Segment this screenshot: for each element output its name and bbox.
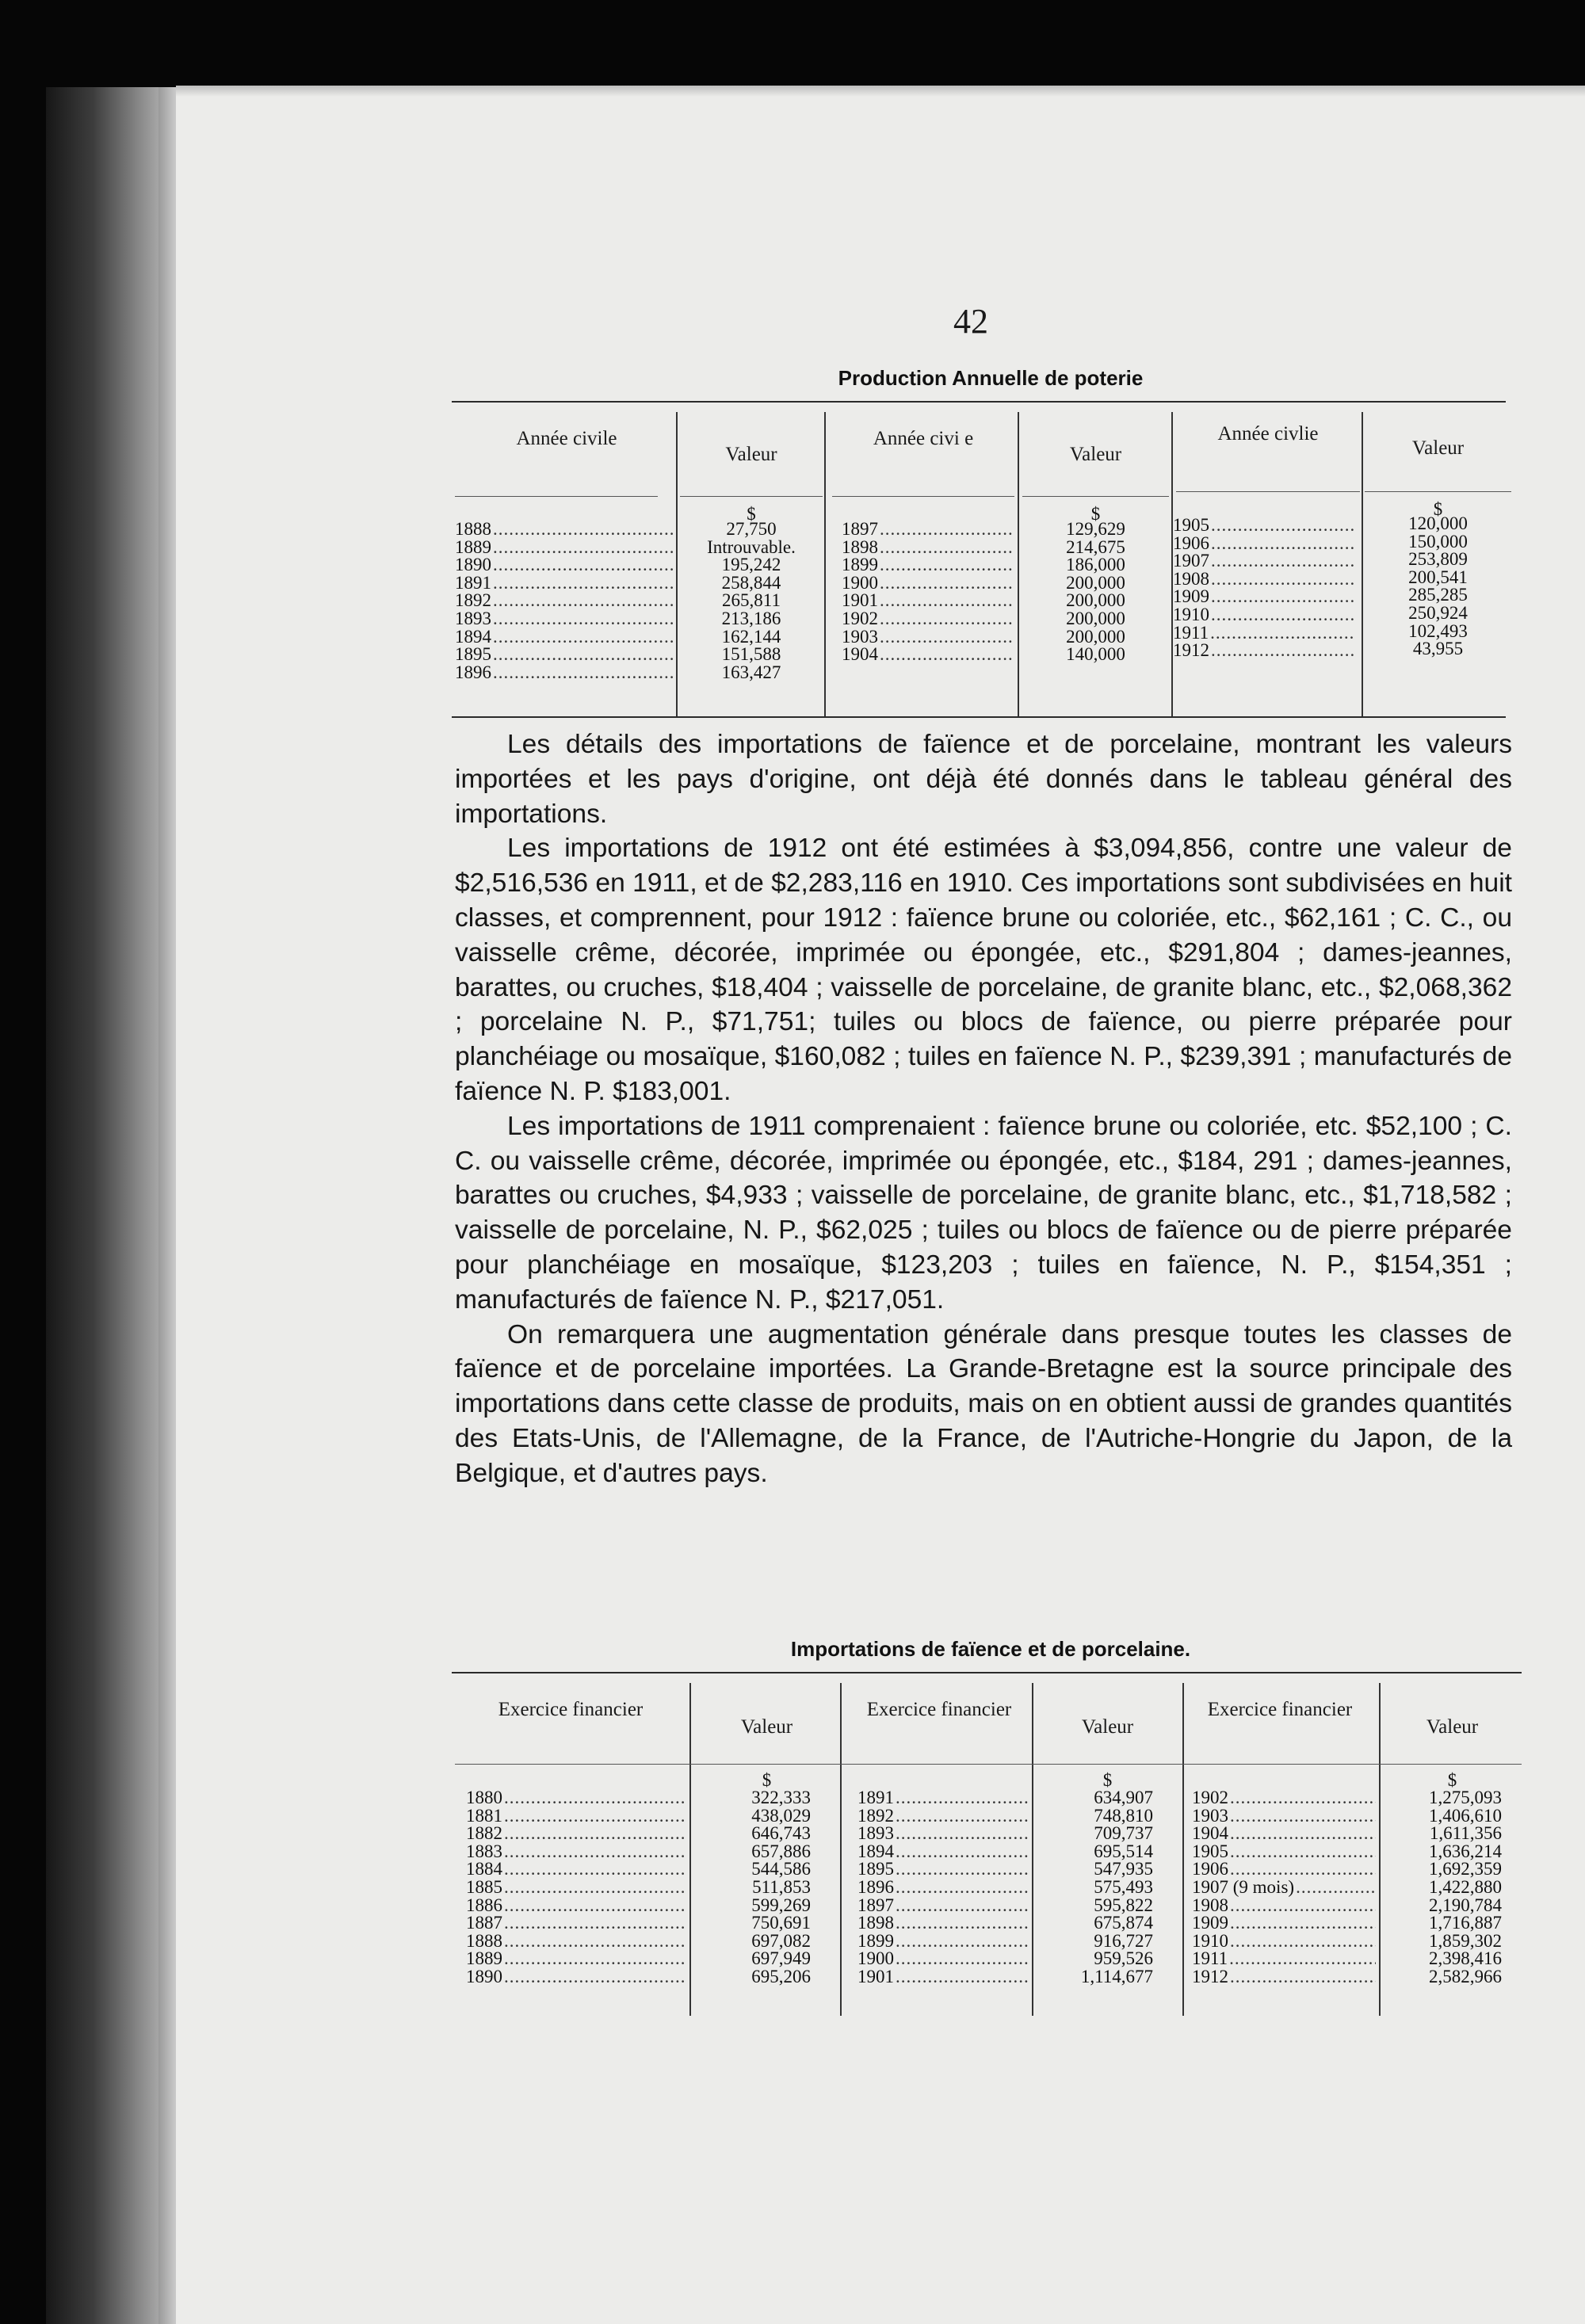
table-row-year [466,1950,686,1968]
table1-header-year: Année civi e [873,428,974,449]
year-cell: 1910 [1173,604,1209,624]
table2-header-value: Valeur [1426,1716,1479,1738]
table2-col-divider [840,1683,842,2016]
table-row-year [842,628,1014,647]
table1-year-column [842,521,1014,664]
table-row-year [1173,606,1355,624]
dot-leader [894,1914,1029,1933]
table2-value-column [693,1789,811,1986]
value-cell: 657,886 [751,1841,811,1861]
table1-col-divider [824,412,826,717]
table2-col-divider [1182,1683,1184,2016]
value-cell: 916,727 [1094,1930,1153,1951]
table-row-year [1173,532,1355,553]
year-cell: 1900 [842,572,878,593]
table1-col-divider [676,412,678,717]
value-cell: 750,691 [751,1913,811,1933]
value-cell: 195,242 [721,555,781,575]
year-cell: 1909 [1173,586,1209,607]
value-cell: 120,000 [1408,513,1468,533]
table2-currency-symbol: $ [1447,1770,1457,1790]
year-cell: 1911 [1173,622,1209,643]
value-cell: 250,924 [1408,602,1468,623]
value-cell: 151,588 [721,644,781,665]
dot-leader [1228,1914,1376,1933]
year-cell: 1902 [1192,1788,1228,1807]
value-cell: 253,809 [1408,549,1468,570]
dot-leader [491,539,674,557]
table1-header-value: Valeur [1069,444,1122,465]
table-row-year [1192,1825,1376,1843]
dot-leader [502,1879,686,1897]
table-row-year [842,556,1014,574]
table-row-year [1192,1930,1376,1951]
value-cell: 163,427 [721,662,781,682]
value-cell: 186,000 [1066,555,1125,575]
year-cell: 1907 [1173,551,1209,571]
dot-leader [502,1968,686,1986]
year-cell: 1890 [466,1966,502,1986]
table-row-year [455,592,674,610]
dot-leader [894,1879,1029,1897]
year-cell: 1892 [857,1805,894,1826]
dot-leader [1228,1789,1376,1807]
table-row-year [857,1950,1029,1968]
dot-leader [894,1807,1029,1826]
table-row-year [857,1897,1029,1915]
value-cell: 1,275,093 [1429,1788,1502,1807]
year-cell: 1903 [1192,1805,1228,1826]
table-row-year [466,1825,686,1843]
dot-leader [491,610,674,628]
table-row-year [1192,1897,1376,1915]
dot-leader [502,1807,686,1826]
table2-currency-symbol: $ [762,1770,772,1790]
table2-header-year: Exercice financier [866,1699,1012,1720]
table-row-year [455,574,674,593]
value-cell: 1,716,887 [1429,1913,1502,1933]
year-cell: 1909 [1192,1913,1228,1933]
table-row-year [466,1807,686,1826]
year-cell: 1896 [857,1876,894,1897]
table1-header-rule [1176,491,1360,492]
dot-leader [491,592,674,610]
table2-title: Importations de faïence et de porcelaine. [790,1637,1191,1661]
value-cell: 200,000 [1066,590,1125,611]
value-cell: 2,582,966 [1429,1966,1502,1986]
dot-leader [878,646,1014,664]
dot-leader [1228,1807,1376,1826]
year-cell: 1884 [466,1859,502,1879]
value-cell: 140,000 [1066,644,1125,665]
dot-leader [502,1860,686,1879]
dot-leader [1228,1897,1376,1915]
value-cell: 646,743 [751,1823,811,1844]
value-cell: 43,955 [1412,639,1464,659]
table1-header-rule [455,496,658,497]
table-row-year [857,1789,1029,1807]
table1-value-column [678,521,824,681]
year-cell: 1889 [455,536,491,557]
value-cell: Introuvable. [707,536,796,557]
year-cell: 1880 [466,1788,502,1807]
year-cell: 1893 [455,608,491,628]
dot-leader [1209,606,1355,624]
dot-leader [502,1825,686,1843]
dot-leader [894,1968,1029,1986]
year-cell: 1897 [857,1895,894,1915]
value-cell: 200,541 [1408,567,1468,587]
value-cell: 1,114,677 [1080,1966,1153,1986]
dot-leader [1209,642,1355,660]
year-cell: 1906 [1173,532,1209,553]
table-row-year [455,536,674,557]
year-cell: 1883 [466,1841,502,1861]
dot-leader [878,628,1014,647]
year-cell: 1891 [455,572,491,593]
year-cell: 1888 [455,519,491,539]
table-row-year [842,536,1014,557]
year-cell: 1891 [857,1788,894,1807]
table2-value-column [1383,1789,1502,1986]
table-row-year [455,646,674,664]
value-cell: 544,586 [751,1859,811,1879]
value-cell: 1,406,610 [1429,1805,1502,1826]
year-cell: 1901 [857,1966,894,1986]
table2-col-divider [689,1683,691,2016]
dot-leader [502,1897,686,1915]
dot-leader [894,1897,1029,1915]
dot-leader [1228,1860,1376,1879]
year-cell: 1910 [1192,1930,1228,1951]
year-cell: 1905 [1173,515,1209,535]
value-cell: 102,493 [1408,620,1468,641]
year-cell: 1903 [842,626,878,647]
dot-leader [878,556,1014,574]
table-row-year [1192,1876,1376,1897]
value-cell: 748,810 [1094,1805,1153,1826]
table-row-year [857,1860,1029,1879]
table-row-year [1173,642,1355,660]
table2-header-value: Valeur [740,1716,793,1738]
year-cell: 1896 [455,662,491,682]
dot-leader [878,610,1014,628]
table-row-year [466,1789,686,1807]
year-cell: 1899 [842,555,878,575]
year-cell: 1881 [466,1805,502,1826]
value-cell: 1,692,359 [1429,1859,1502,1879]
table1-header-value: Valeur [725,444,777,465]
dot-leader [894,1789,1029,1807]
page-number: 42 [953,302,988,341]
paragraph: Les importations de 1911 comprenaient : faïence brune ou coloriée, etc. $52,100 ; C. C. ou vaisselle crême, décorée, imprimée ou épongée, etc., $184, 291 ; dames-jeannes, barattes ou cruches, $4,933 ; vaisselle de porcelaine, de granite blanc, etc., $1,718,582 ; vaisselle de porcelaine, N. P., $62,025 ; tuiles ou blocs de faïence ou de pierre préparée pour planchéiage en mosaïque, $123,203 ; tuiles en faïence, N. P., $154,351 ; manufacturés de faïence N. P., $217,051. [455,1111,1512,1315]
body-text [455,727,1512,1491]
table1-year-column [1173,517,1355,660]
year-cell: 1904 [842,644,878,665]
table-row-year [1173,568,1355,589]
table-row-year [455,610,674,628]
table1-value-column [1365,515,1511,658]
value-cell: 214,675 [1066,536,1125,557]
value-cell: 599,269 [751,1895,811,1915]
table2-year-column [466,1789,686,1986]
value-cell: 265,811 [722,590,781,611]
table1-header-rule [680,496,823,497]
year-cell: 1885 [466,1876,502,1897]
table-row-year [842,574,1014,593]
table-row-year [857,1843,1029,1861]
value-cell: 258,844 [721,572,781,593]
paragraph: On remarquera une augmentation générale dans presque toutes les classes de faïence et de porcelaine importées. La Grande-Bretagne est la source principale des importations dans cette classe de produits, mais on en obtient aussi de grandes quantités des Etats-Unis, de l'Allemagne, de la France, de l'Autriche-Hongrie du Japon, de la Belgique, et d'autres pays. [455,1319,1512,1488]
table1-col-divider [1362,412,1363,717]
value-cell: 511,853 [752,1876,811,1897]
dot-leader [894,1860,1029,1879]
dot-leader [1228,1968,1376,1986]
value-cell: 1,636,214 [1429,1841,1502,1861]
dot-leader [1228,1843,1376,1861]
dot-leader [1228,1933,1376,1951]
table1-col-divider [1018,412,1019,717]
dot-leader [502,1950,686,1968]
dot-leader [1209,624,1355,643]
value-cell: 162,144 [721,626,781,647]
value-cell: 959,526 [1094,1948,1153,1969]
table-row-year [1173,624,1355,643]
table2-col-divider [1032,1683,1033,2016]
table1-header-value: Valeur [1411,437,1465,459]
year-cell: 1911 [1192,1948,1228,1969]
table-row-year [455,628,674,647]
table-row-year [1173,552,1355,571]
year-cell: 1894 [857,1841,894,1861]
dot-leader [878,592,1014,610]
table2-col-divider [1379,1683,1381,2016]
value-cell: 675,874 [1094,1913,1153,1933]
dot-leader [491,556,674,574]
table1-header-year: Année civile [516,428,617,449]
year-cell: 1892 [455,590,491,611]
table-row-year [857,1914,1029,1933]
value-cell: 200,000 [1066,608,1125,628]
table-row-year [857,1876,1029,1897]
table-row-year [842,592,1014,610]
year-cell: 1906 [1192,1859,1228,1879]
year-cell: 1895 [455,644,491,665]
dot-leader [1209,552,1355,571]
dot-leader [1209,517,1355,535]
value-cell: 285,285 [1408,585,1468,605]
table-row-year [842,610,1014,628]
value-cell: 695,514 [1094,1841,1153,1861]
year-cell: 1889 [466,1948,502,1969]
table2-year-column [857,1789,1029,1986]
paragraph: Les détails des importations de faïence et de porcelaine, montrant les valeurs importées et les pays d'origine, ont déjà été donnés dans le tableau général des importations. [455,730,1512,829]
table2-currency-symbol: $ [1102,1770,1113,1790]
table1-value-column [1022,521,1169,664]
table1-bottom-rule [452,716,1506,718]
year-cell: 1904 [1192,1823,1228,1844]
table1-currency-symbol: $ [1433,499,1443,519]
value-cell: 2,190,784 [1429,1895,1502,1915]
value-cell: 150,000 [1408,531,1468,551]
year-cell: 1898 [857,1913,894,1933]
value-cell: 697,082 [751,1930,811,1951]
year-cell: 1908 [1192,1895,1228,1915]
year-cell: 1907 (9 mois) [1192,1876,1295,1897]
year-cell: 1895 [857,1859,894,1879]
dot-leader [1209,588,1355,606]
table-row-year [1173,517,1355,535]
year-cell: 1912 [1192,1966,1228,1986]
table-row-year [466,1930,686,1951]
table-row-year [455,521,674,539]
dot-leader [502,1914,686,1933]
dot-leader [502,1789,686,1807]
table-row-year [1192,1950,1376,1968]
table-row-year [466,1914,686,1933]
year-cell: 1912 [1173,640,1209,661]
table2-header-year: Exercice financier [1207,1699,1353,1720]
table1-header-year: Année civlie [1217,423,1319,445]
year-cell: 1890 [455,555,491,575]
table1-header-rule [1365,491,1511,492]
year-cell: 1902 [842,608,878,628]
dot-leader [878,574,1014,593]
table-row-year [466,1897,686,1915]
table-row-year [857,1825,1029,1843]
table1-currency-symbol: $ [747,504,756,524]
year-cell: 1882 [466,1823,502,1844]
table-row-year [857,1930,1029,1951]
dot-leader [1228,1825,1376,1843]
year-cell: 1901 [842,590,878,611]
value-cell: 709,737 [1094,1823,1153,1844]
table1-header-rule [1022,496,1169,497]
table2-header-year: Exercice financier [498,1699,644,1720]
value-cell: 200,000 [1066,626,1125,647]
dot-leader [878,521,1014,539]
table1-top-rule [452,401,1506,403]
dot-leader [491,574,674,593]
table2-value-column [1034,1789,1153,1986]
table1-year-column [455,521,674,681]
year-cell: 1888 [466,1930,502,1951]
year-cell: 1897 [842,519,878,539]
year-cell: 1900 [857,1948,894,1969]
table-row-year [455,556,674,574]
dot-leader [502,1933,686,1951]
value-cell: 575,493 [1094,1876,1153,1897]
table2-header-value: Valeur [1081,1716,1134,1738]
table-row-year [466,1876,686,1897]
table-row-year [466,1968,686,1986]
value-cell: 634,907 [1094,1788,1153,1807]
year-cell: 1886 [466,1895,502,1915]
dot-leader [1294,1879,1376,1897]
dot-leader [491,628,674,647]
year-cell: 1894 [455,626,491,647]
year-cell: 1899 [857,1930,894,1951]
table2-top-rule [452,1672,1522,1673]
table-row-year [1192,1860,1376,1879]
value-cell: 595,822 [1094,1895,1153,1915]
table-row-year [466,1860,686,1879]
table-row-year [1192,1914,1376,1933]
dot-leader [1228,1950,1376,1968]
dot-leader [491,521,674,539]
year-cell: 1908 [1173,568,1209,589]
dot-leader [878,539,1014,557]
dot-leader [491,664,674,682]
value-cell: 1,422,880 [1429,1876,1502,1897]
table2-header-rule [455,1764,1522,1765]
value-cell: 129,629 [1066,519,1125,539]
value-cell: 547,935 [1094,1859,1153,1879]
table1-title: Production Annuelle de poterie [838,366,1144,390]
table-row-year [1192,1843,1376,1861]
dot-leader [502,1843,686,1861]
year-cell: 1898 [842,536,878,557]
paragraph: Les importations de 1912 ont été estimées à $3,094,856, contre une valeur de $2,516,536 en 1911, et de $2,283,116 en 1910. Ces importations sont subdivisées en huit classes, et comprennent, pour 1912 : faïence brune ou coloriée, etc., $62,161 ; C. C., ou vaisselle crême, décorée, imprimée ou épongée, etc., $291,804 ; dames-jeannes, barattes, ou cruches, $18,404 ; vaisselle de porcelaine, de granite blanc, etc., $2,068,362 ; porcelaine N. P., $71,751; tuiles ou blocs de faïence, ou pierre préparée pour planchéiage ou mosaïque, $160,082 ; tuiles en faïence N. P., $239,391 ; manufacturés de faïence N. P. $183,001. [455,834,1512,1106]
table-row-year [455,664,674,682]
year-cell: 1887 [466,1913,502,1933]
value-cell: 322,333 [751,1788,811,1807]
value-cell: 2,398,416 [1429,1948,1502,1969]
value-cell: 1,859,302 [1429,1930,1502,1951]
value-cell: 697,949 [751,1948,811,1969]
dot-leader [1209,535,1355,553]
value-cell: 1,611,356 [1429,1823,1502,1844]
table-row-year [1173,588,1355,606]
table1-header-rule [832,496,1014,497]
dot-leader [491,646,674,664]
value-cell: 213,186 [721,608,781,628]
table1-currency-symbol: $ [1090,504,1101,524]
dot-leader [894,1950,1029,1968]
table-row-year [1192,1807,1376,1826]
dot-leader [1209,571,1355,589]
dot-leader [894,1933,1029,1951]
dot-leader [894,1843,1029,1861]
value-cell: 200,000 [1066,572,1125,593]
value-cell: 438,029 [751,1805,811,1826]
table-row-year [1192,1968,1376,1986]
value-cell: 27,750 [726,519,777,539]
dot-leader [894,1825,1029,1843]
year-cell: 1905 [1192,1841,1228,1861]
year-cell: 1893 [857,1823,894,1844]
page-top-edge [176,86,1585,97]
value-cell: 695,206 [751,1966,811,1986]
table-row-year [842,521,1014,539]
table-row-year [466,1843,686,1861]
table2-year-column [1192,1789,1376,1986]
table-row-year [842,646,1014,664]
table-row-year [857,1807,1029,1826]
table-row-year [1192,1789,1376,1807]
table-row-year [857,1968,1029,1986]
